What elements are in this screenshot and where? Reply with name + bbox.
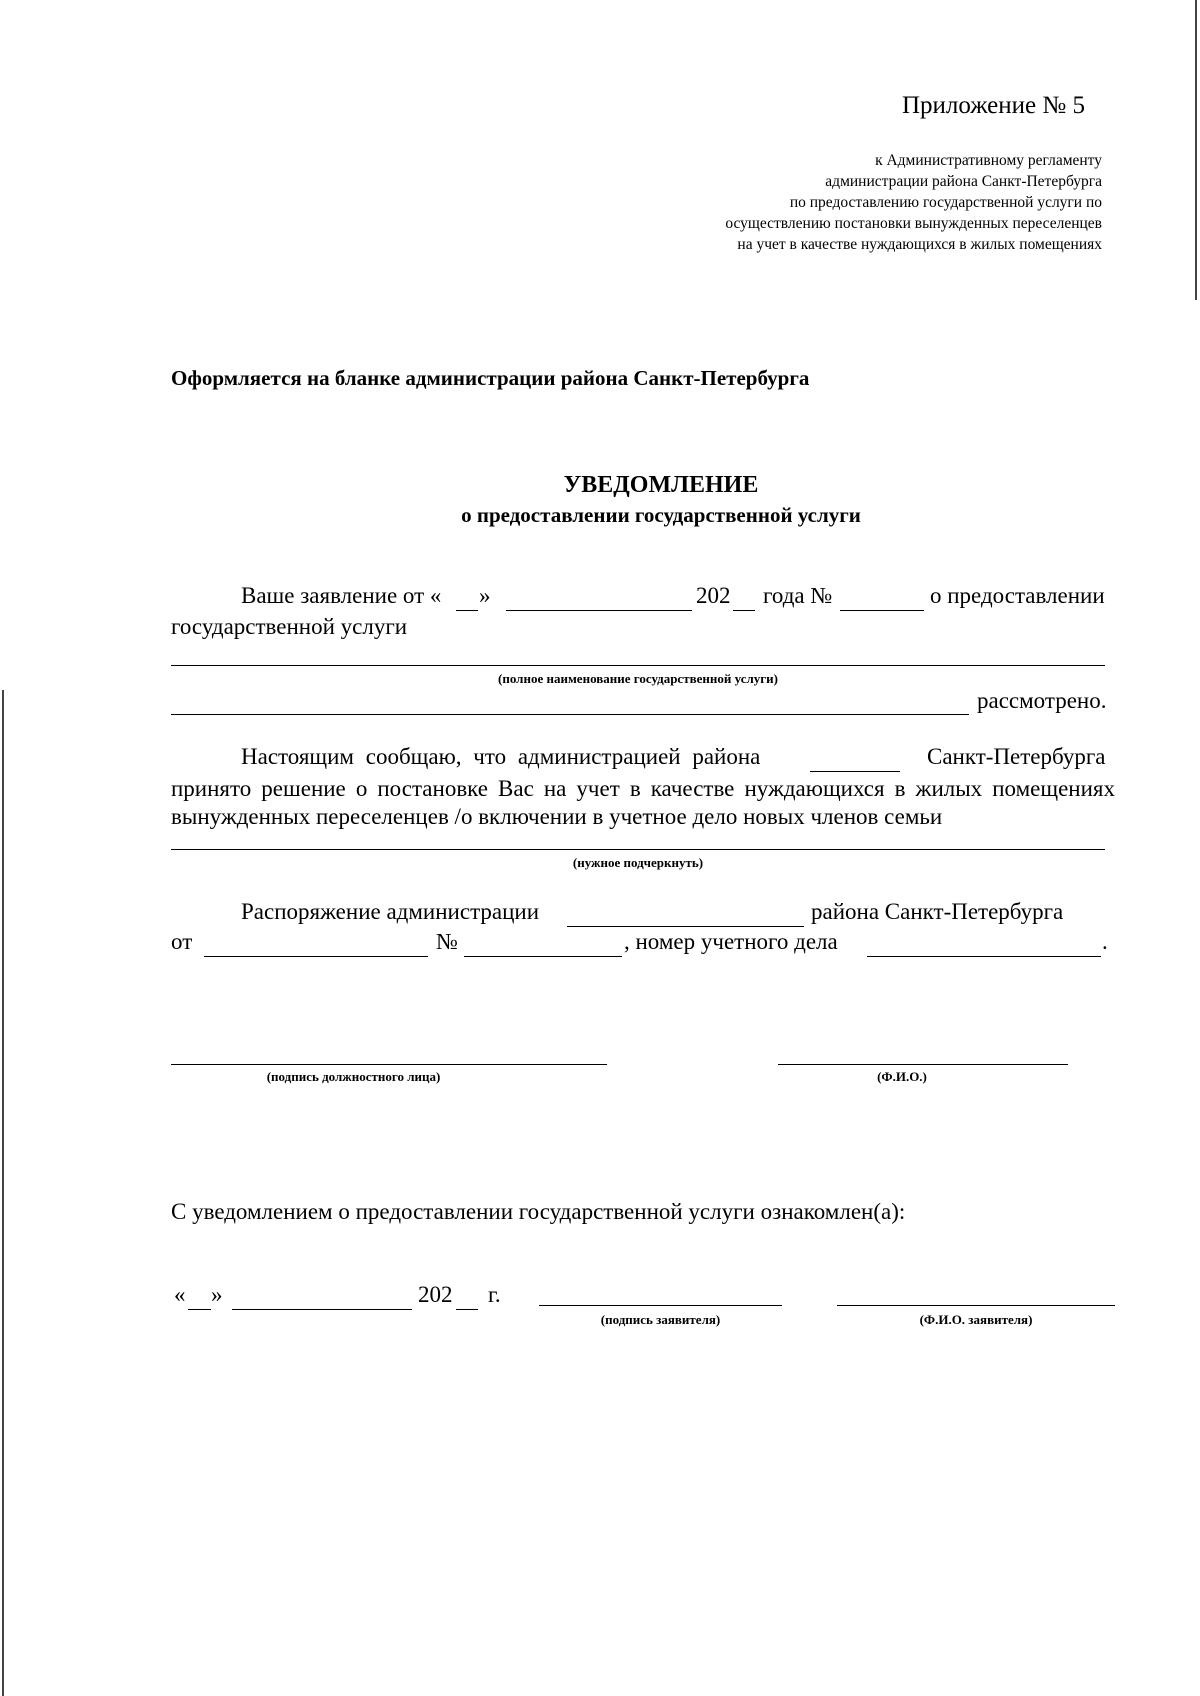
acknowledgement-text: С уведомлением о предоставлении государственной услуги ознакомлен(а): (171, 1199, 906, 1224)
order-line1-b: района Санкт-Петербурга (811, 899, 1064, 924)
case-number-field[interactable] (867, 956, 1101, 957)
official-signature-caption: (подпись должностного лица) (266, 1069, 441, 1084)
applicant-fio-field[interactable] (837, 1305, 1115, 1306)
service-name-caption: (полное наименование государственной услуги) (498, 671, 778, 686)
official-fio-field[interactable] (778, 1064, 1068, 1065)
appendix-title: Приложение № 5 (901, 92, 1085, 119)
document-subtitle: о предоставлении государственной услуги (461, 503, 861, 527)
document-title: УВЕДОМЛЕНИЕ (563, 472, 759, 498)
year-suffix: года № (763, 583, 833, 608)
order-line1-a: Распоряжение администрации (241, 899, 540, 924)
decision-line3: вынужденных переселенцев /о включении в учетное дело новых членов семьи (171, 804, 943, 829)
service-name-field[interactable] (171, 665, 1105, 666)
application-number-field[interactable] (840, 610, 924, 611)
ack-quote-close: » (211, 1282, 223, 1307)
order-from: от (171, 929, 193, 954)
quote-close: » (479, 583, 491, 608)
application-tail: о предоставлении (930, 583, 1105, 608)
decision-line2: принято решение о постановке Вас на учет в качестве нуждающихся в жилых помещениях (171, 776, 1115, 801)
scan-edge-left (2, 690, 4, 1696)
regulation-reference (560, 150, 1102, 255)
ack-year-prefix: 202 (418, 1282, 453, 1307)
ack-day-field[interactable] (188, 1309, 211, 1310)
ack-quote-open: « (174, 1282, 186, 1307)
service-name-field-continued[interactable] (171, 714, 969, 715)
scan-edge-right (1195, 0, 1197, 300)
decision-option-line[interactable] (171, 849, 1105, 850)
ack-year-field[interactable] (456, 1309, 478, 1310)
order-date-field[interactable] (204, 956, 428, 957)
regulation-line: по предоставлению государственной услуги по (789, 194, 1102, 211)
applicant-fio-caption: (Ф.И.О. заявителя) (919, 1312, 1033, 1327)
regulation-line: администрации района Санкт-Петербурга (825, 173, 1102, 190)
case-number-label: , номер учетного дела (624, 929, 838, 954)
order-period: . (1102, 929, 1108, 954)
official-fio-caption: (Ф.И.О.) (877, 1069, 927, 1084)
regulation-line: к Административному регламенту (875, 152, 1102, 169)
order-administration-field[interactable] (567, 926, 804, 927)
month-field[interactable] (506, 610, 692, 611)
underline-caption: (нужное подчеркнуть) (572, 855, 704, 870)
year-prefix: 202 (696, 583, 731, 608)
decision-line1-a: Настоящим сообщаю, что администрацией района (241, 744, 761, 769)
ack-month-field[interactable] (232, 1309, 412, 1310)
ack-year-suffix: г. (488, 1282, 501, 1307)
applicant-signature-field[interactable] (539, 1305, 782, 1306)
application-line2: государственной услуги (171, 614, 408, 639)
applicant-signature-caption: (подпись заявителя) (600, 1312, 721, 1327)
order-number-field[interactable] (464, 956, 622, 957)
reviewed-text: рассмотрено. (977, 688, 1107, 713)
day-field[interactable] (456, 610, 478, 611)
regulation-line: осуществлению постановки вынужденных переселенцев (725, 215, 1102, 232)
official-signature-field[interactable] (171, 1064, 607, 1065)
regulation-line: на учет в качестве нуждающихся в жилых помещениях (737, 236, 1102, 253)
decision-line1-b: Санкт-Петербурга (927, 744, 1106, 769)
application-prefix: Ваше заявление от « (241, 583, 442, 608)
order-number-sign: № (436, 929, 458, 954)
year-field[interactable] (733, 610, 755, 611)
blank-note: Оформляется на бланке администрации района Санкт-Петербурга (171, 366, 810, 390)
